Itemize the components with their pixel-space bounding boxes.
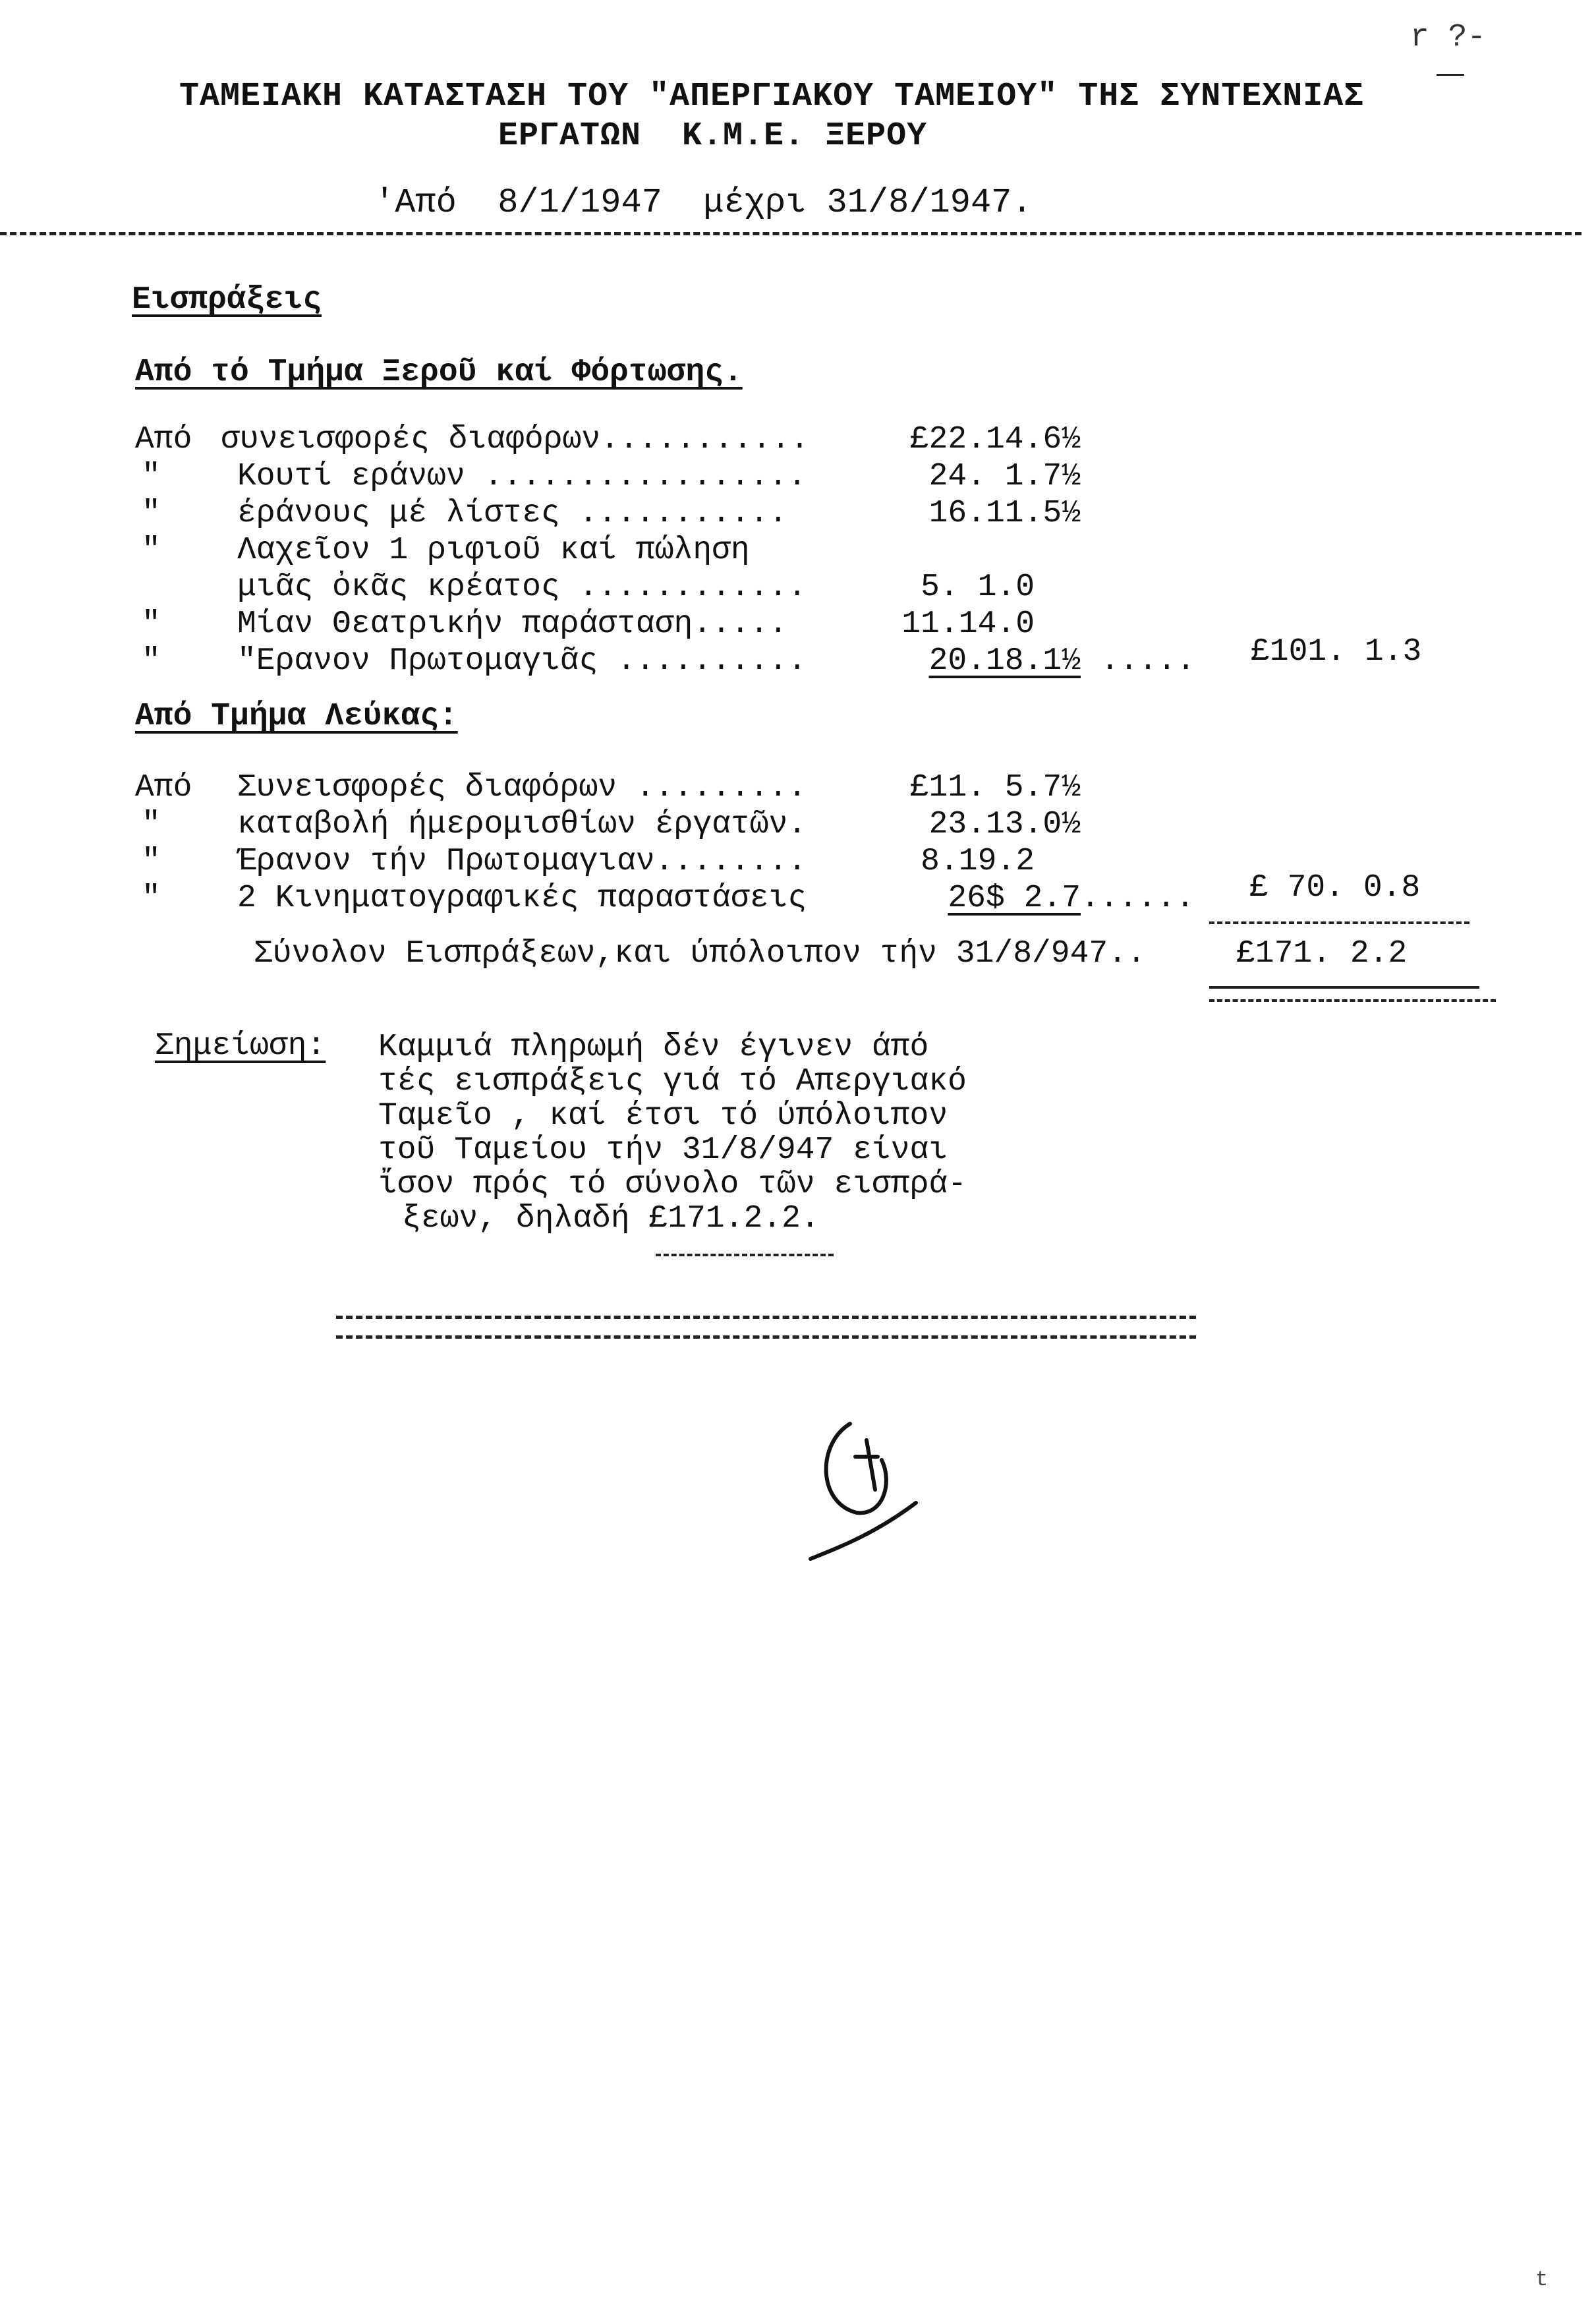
row-prefix: " — [142, 496, 161, 531]
section2-subtotal: £ 70. 0.8 — [1249, 870, 1421, 906]
note-line: τές εισπράξεις γιά τό Απεργιακό — [378, 1064, 967, 1099]
section1-subtotal-dots: ..... — [1100, 643, 1196, 679]
document-title-line2: ΕΡΓΑΤΩΝ Κ.Μ.Ε. ΞΕΡΟΥ — [498, 117, 928, 155]
grand-total: £171. 2.2 — [1236, 936, 1408, 972]
note-end-rule — [656, 1254, 834, 1256]
note-line: Καμμιά πληρωμή δέν έγινεν άπό — [378, 1030, 929, 1065]
row-prefix: Από — [135, 422, 192, 457]
row-label: 2 Κινηματογραφικές παραστάσεις — [237, 881, 807, 916]
row-amount: 5. 1.0 — [921, 569, 1035, 605]
row-prefix: Από — [135, 770, 192, 805]
row-label: Λαχεῖον 1 ριφιοῦ καί πώληση — [237, 533, 750, 568]
total-label: Σύνολον Εισπράξεων,και ύπόλοιπον τήν 31/8/947.. — [254, 936, 1146, 972]
section1-subtotal: £101. 1.3 — [1251, 634, 1422, 670]
note-line: τοῦ Ταμείου τήν 31/8/947 είναι — [378, 1132, 948, 1168]
receipts-heading: Εισπράξεις — [132, 282, 322, 318]
row-amount: 23.13.0½ — [928, 807, 1081, 842]
closing-rule-1 — [336, 1316, 1196, 1319]
row-amount: £22.14.6½ — [909, 422, 1081, 457]
row-label: Συνεισφορές διαφόρων ......... — [237, 770, 807, 805]
row-prefix: " — [142, 807, 161, 842]
document-title-line1: ΤΑΜΕΙΑΚΗ ΚΑΤΑΣΤΑΣΗ ΤΟΥ "ΑΠΕΡΓΙΑΚΟΥ ΤΑΜΕΙΟΥ" ΤΗΣ ΣΥΝΤΕΧΝΙΑΣ — [179, 78, 1365, 115]
row-amount: 24. 1.7½ — [928, 459, 1081, 494]
total-rule-above — [1209, 921, 1469, 924]
corner-mark-stroke — [1437, 74, 1464, 76]
handwritten-signature-mark — [804, 1404, 962, 1562]
section2-heading: Από Τμήμα Λεύκας: — [135, 699, 458, 734]
row-label: μιᾶς ὀκᾶς κρέατος ............ — [237, 569, 807, 605]
section2-subtotal-dots: ...... — [1081, 881, 1195, 916]
row-label: καταβολή ήμερομισθίων έργατῶν. — [237, 807, 807, 842]
report-period: 'Από 8/1/1947 μέχρι 31/8/1947. — [374, 183, 1033, 222]
closing-rule-2 — [336, 1335, 1196, 1339]
row-prefix: " — [142, 459, 161, 494]
row-label: Μίαν Θεατρικήν παράσταση..... — [237, 606, 788, 642]
corner-handwritten-mark: r ?- — [1410, 20, 1487, 55]
note-heading: Σημείωση: — [155, 1028, 326, 1064]
note-line: ἴσον πρός τό σύνολο τῶν εισπρά- — [378, 1167, 967, 1202]
total-double-rule-2 — [1209, 999, 1496, 1002]
row-prefix: " — [142, 606, 161, 642]
row-label: έράνους μέ λίστες ........... — [237, 496, 788, 531]
section1-heading: Από τό Τμήμα Ξεροῦ καί Φόρτωσης. — [135, 355, 743, 390]
row-amount: 11.14.0 — [901, 606, 1035, 642]
row-amount: 8.19.2 — [921, 844, 1035, 879]
total-double-rule-1 — [1209, 986, 1479, 989]
row-amount: £11. 5.7½ — [909, 770, 1081, 805]
row-label: Έρανον τήν Πρωτομαγιαν........ — [237, 844, 807, 879]
row-prefix: " — [142, 643, 161, 679]
note-line: ξεων, δηλαδή £171.2.2. — [402, 1201, 820, 1237]
header-divider — [0, 232, 1582, 235]
row-prefix: " — [142, 533, 161, 568]
row-amount: 16.11.5½ — [928, 496, 1081, 531]
row-amount: 26$ 2.7 — [948, 881, 1081, 916]
row-label: "Ερανον Πρωτομαγιᾶς .......... — [237, 643, 807, 679]
note-line: Ταμεῖο , καί έτσι τό ύπόλοιπον — [378, 1098, 948, 1134]
row-amount: 20.18.1½ — [928, 643, 1081, 679]
row-prefix: " — [142, 844, 161, 879]
row-prefix: " — [142, 881, 161, 916]
row-label: Κουτί εράνων ................. — [237, 459, 807, 494]
page-corner-mark: t — [1535, 2267, 1549, 2292]
row-label: συνεισφορές διαφόρων........... — [221, 422, 809, 457]
